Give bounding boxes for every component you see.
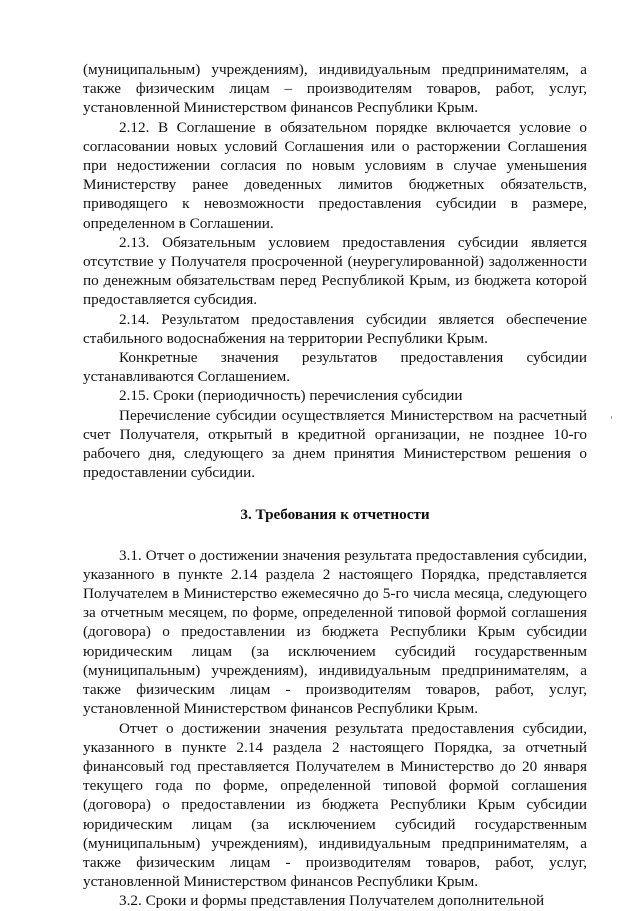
paragraph-specific-values: Конкретные значения результатов предоставления субсидии устанавливаются Соглашением.	[83, 349, 587, 386]
document-body	[83, 60, 587, 911]
paragraph-transfer: Перечисление субсидии осуществляется Министерством на расчетный счет Получателя, открытый в кредитной организации, не позднее 10-го рабочего дня, следующего за днем принятия Министерством решения о предоставлении субсидии.	[83, 406, 587, 482]
paragraph-2-12: 2.12. В Соглашение в обязательном порядке включается условие о согласовании новых условий Соглашения или о расторжении Соглашения при недостижении согласия по новым условиям в случае уменьшения Министерству ранее доведенных лимитов бюджетных обязательств, приводящего к невозможности предоставления субсидии в размере, определенном в Соглашении.	[83, 118, 587, 232]
paragraph-annual-report: Отчет о достижении значения результата предоставления субсидии, указанного в пункте 2.14 раздела 2 настоящего Порядка, за отчетный финансовый год преставляется Получателем в Министерство до 20 января текущего года по форме, определенной типовой формой соглашения (договора) о предоставлении из бюджета Республики Крым субсидии юридическим лицам (за исключением субсидий государственным (муниципальным) учреждениям), индивидуальным предпринимателям, а также физическим лицам - производителям товаров, работ, услуг, установленной Министерством финансов Республики Крым.	[83, 719, 587, 891]
paragraph-2-15: 2.15. Сроки (периодичность) перечисления субсидии	[119, 387, 463, 405]
paragraph-continuation: (муниципальным) учреждениям), индивидуальным предпринимателям, а также физическим лицам – производителям товаров, работ, услуг, установленной Министерством финансов Республики Крым.	[83, 61, 587, 117]
paragraph-2-14: 2.14. Результатом предоставления субсидии является обеспечение стабильного водоснабжения на территории Республики Крым.	[83, 310, 587, 347]
paragraph-3-2: 3.2. Сроки и формы представления Получателем дополнительной	[119, 892, 545, 910]
paragraph-3-1: 3.1. Отчет о достижении значения результата предоставления субсидии, указанного в пункте 2.14 раздела 2 настоящего Порядка, представляется Получателем в Министерство ежемесячно до 5-го числа месяца, следующего за отчетным месяцем, по форме, определенной типовой формой соглашения (договора) о предоставлении из бюджета Республики Крым субсидии юридическим лицам (за исключением субсидий государственным (муниципальным) учреждениям), индивидуальным предпринимателям, а также физическим лицам - производителям товаров, работ, услуг, установленной Министерством финансов Республики Крым.	[83, 546, 587, 718]
paragraph-2-13: 2.13. Обязательным условием предоставления субсидии является отсутствие у Получателя просроченной (неурегулированной) задолженности по денежным обязательствам перед Республикой Крым, из бюджета которой предоставляется субсидия.	[83, 233, 587, 309]
section-heading: 3. Требования к отчетности	[240, 506, 430, 524]
scan-mark	[611, 416, 612, 419]
